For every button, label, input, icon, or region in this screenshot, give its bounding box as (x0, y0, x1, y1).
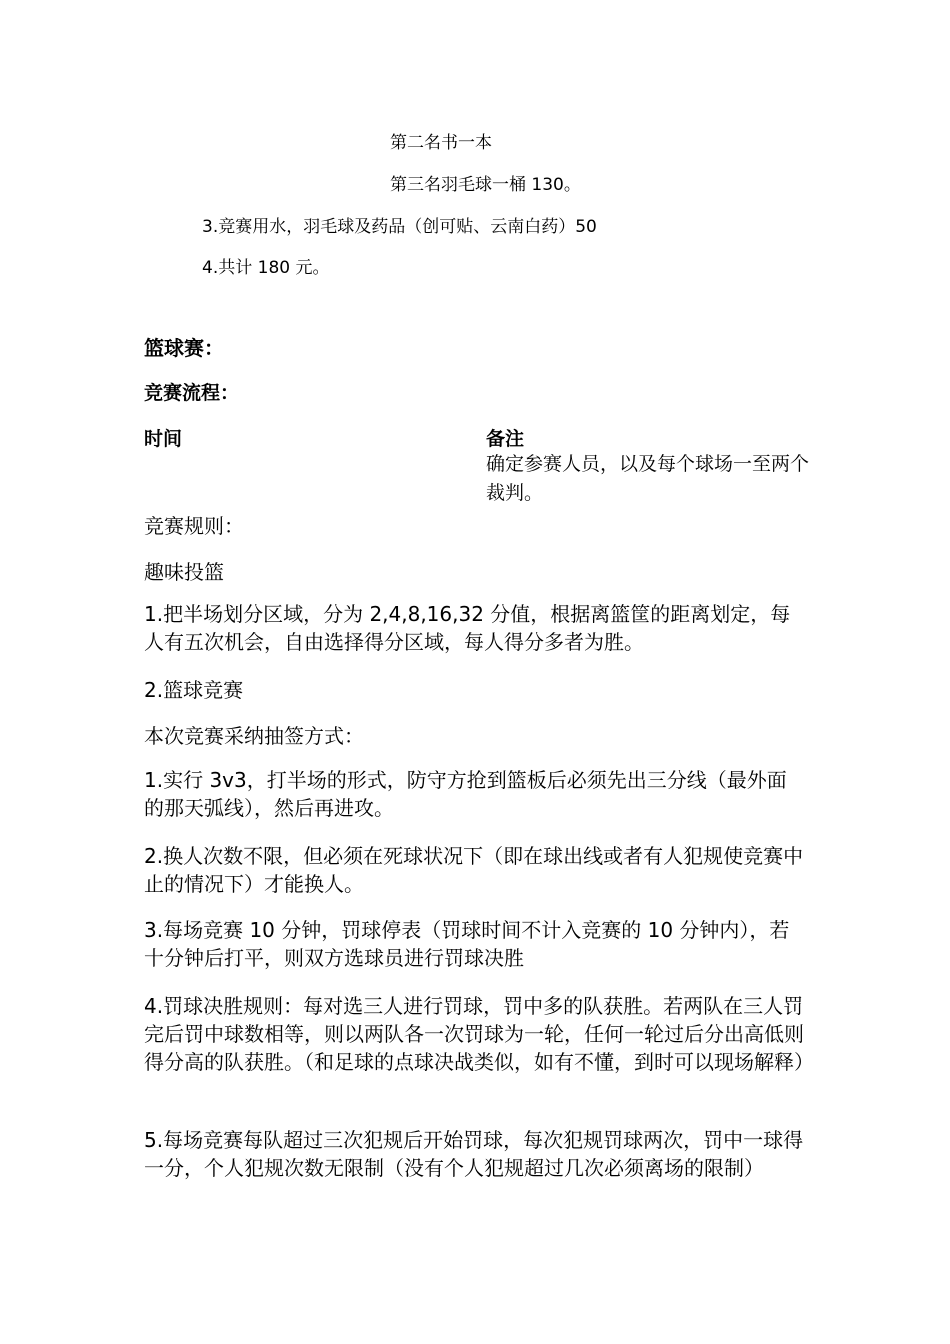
prize-second: 第二名书一本 (390, 133, 492, 153)
basketball-title: 篮球赛： (144, 336, 224, 360)
table-note-cell: 确定参赛人员，以及每个球场一至两个裁判。 (486, 453, 810, 504)
rule-paragraph-1: 1.实行 3v3，打半场的形式，防守方抢到篮板后必须先出三分线（最外面的那天弧线），然后再进攻。 (144, 768, 787, 820)
budget-item-3: 3.竞赛用水，羽毛球及药品（创可贴、云南白药）50 (202, 217, 597, 237)
rules-title: 竞赛规则： (144, 514, 244, 538)
rule-1-paragraph: 1.把半场划分区域，分为 2,4,8,16,32 分值，根据离篮筐的距离划定，每人有五次机会，自由选择得分区域，每人得分多者为胜。 (144, 602, 791, 654)
rule-2-heading: 2.篮球竞赛 (144, 678, 244, 702)
prize-third: 第三名羽毛球一桶 130。 (390, 175, 581, 195)
rule-paragraph-2: 2.换人次数不限，但必须在死球状况下（即在球出线或者有人犯规使竞赛中止的情况下）才能换人。 (144, 844, 804, 896)
fun-shoot-heading: 趣味投篮 (144, 560, 224, 584)
draw-method: 本次竞赛采纳抽签方式： (144, 724, 364, 748)
rule-paragraph-3: 3.每场竞赛 10 分钟，罚球停表（罚球时间不计入竞赛的 10 分钟内），若十分钟后打平，则双方选球员进行罚球决胜 (144, 918, 790, 970)
process-title: 竞赛流程： (144, 382, 240, 404)
rule-paragraph-5: 5.每场竞赛每队超过三次犯规后开始罚球，每次犯规罚球两次，罚中一球得一分，个人犯规次数无限制（没有个人犯规超过几次必须离场的限制） (144, 1128, 804, 1180)
table-header-note: 备注 (486, 428, 525, 450)
table-header-time: 时间 (144, 428, 183, 450)
budget-item-4: 4.共计 180 元。 (202, 258, 330, 278)
rule-paragraph-4: 4.罚球决胜规则：每对选三人进行罚球，罚中多的队获胜。若两队在三人罚完后罚中球数相等，则以两队各一次罚球为一轮，任何一轮过后分出高低则得分高的队获胜。（和足球的点球决战类似，如有不懂，到时可以现场解释） (144, 994, 814, 1074)
